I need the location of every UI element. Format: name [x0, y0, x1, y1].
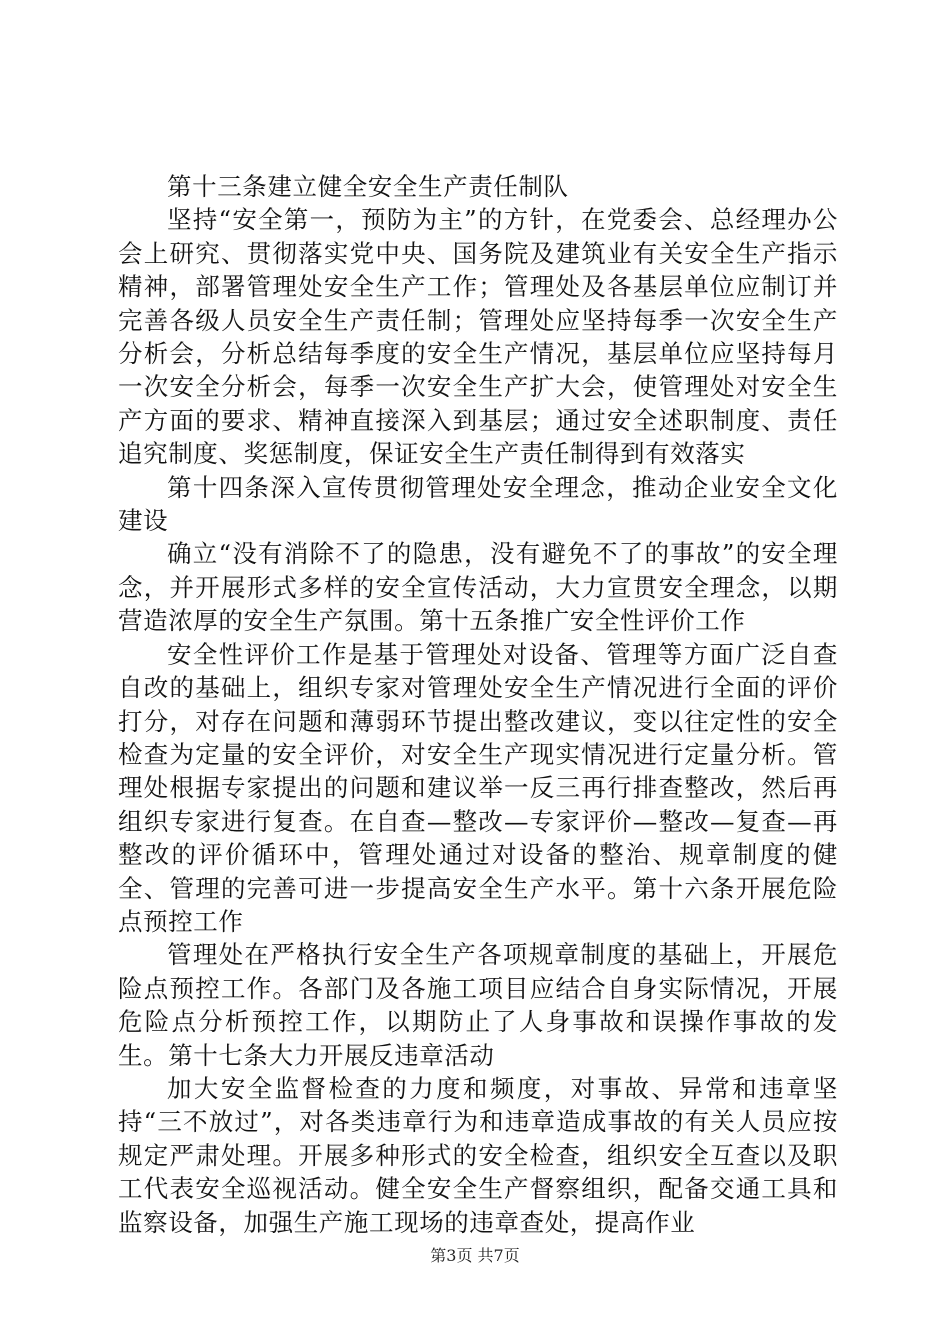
article-17-body: 加大安全监督检查的力度和频度，对事故、异常和违章坚持“三不放过”，对各类违章行为和违章造成事故的有关人员应按规定严肃处理。开展多种形式的安全检查，组织安全互查以及职工代表安全巡视活动。健全安全生产督察组织，配备交通工具和监察设备，加强生产施工现场的违章查处，提高作业: [118, 1073, 838, 1237]
article-14-heading: 第十四条深入宣传贯彻管理处安全理念，推动企业安全文化建设: [118, 472, 838, 536]
body-text: [118, 170, 838, 1239]
page-number-footer: 第3页 共7页: [430, 1246, 520, 1265]
article-15-body: 安全性评价工作是基于管理处对设备、管理等方面广泛自查自改的基础上，组织专家对管理处安全生产情况进行全面的评价打分，对存在问题和薄弱环节提出整改建议，变以往定性的安全检查为定量的安全评价，对安全生产现实情况进行定量分析。管理处根据专家提出的问题和建议举一反三再行排查整改，然后再组织专家进行复查。在自查—整改—专家评价—整改—复查—再整改的评价循环中，管理处通过对设备的整治、规章制度的健全、管理的完善可进一步提高安全生产水平。第十六条开展危险点预控工作: [118, 639, 838, 936]
article-13-body: 坚持“安全第一，预防为主”的方针，在党委会、总经理办公会上研究、贯彻落实党中央、国务院及建筑业有关安全生产指示精神，部署管理处安全生产工作；管理处及各基层单位应制订并完善各级人员安全生产责任制；管理处应坚持每季一次安全生产分析会，分析总结每季度的安全生产情况，基层单位应坚持每月一次安全分析会，每季一次安全生产扩大会，使管理处对安全生产方面的要求、精神直接深入到基层；通过安全述职制度、责任追究制度、奖惩制度，保证安全生产责任制得到有效落实: [118, 205, 838, 469]
article-14-body: 确立“没有消除不了的隐患，没有避免不了的事故”的安全理念，并开展形式多样的安全宣传活动，大力宣贯安全理念，以期营造浓厚的安全生产氛围。第十五条推广安全性评价工作: [118, 539, 838, 636]
article-16-body: 管理处在严格执行安全生产各项规章制度的基础上，开展危险点预控工作。各部门及各施工项目应结合自身实际情况，开展危险点分析预控工作，以期防止了人身事故和误操作事故的发生。第十七条大力开展反违章活动: [118, 940, 838, 1070]
article-13-heading: 第十三条建立健全安全生产责任制队: [167, 172, 569, 201]
